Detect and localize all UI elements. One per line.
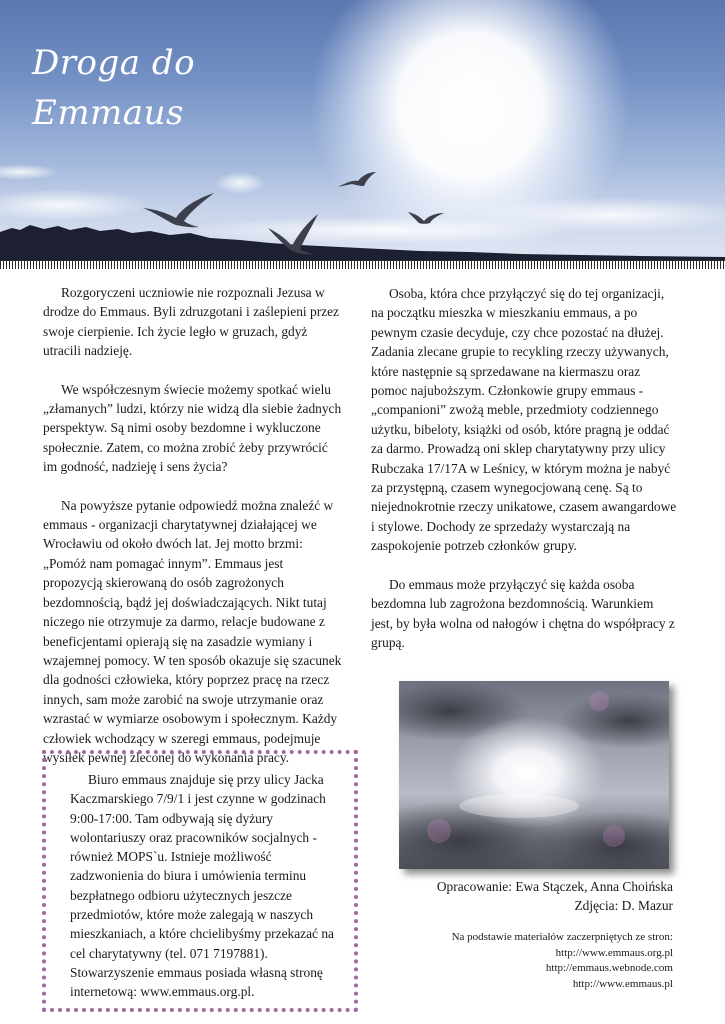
sources-heading: Na podstawie materiałów zaczerpniętych ze stron:	[451, 931, 673, 943]
decorative-tick-ruler	[0, 260, 725, 269]
paragraph: Osoba, która chce przyłączyć się do tej organizacji, na początku mieszka w mieszkaniu emmaus, a po pewnym czasie decyduje, czy chce pozostać na dłużej. Zadania zlecane grupie to recykling rzeczy używanych, które następnie są sprzedawane na kiermaszu oraz pomoc najuboższym. Członkowie grupy emmaus - „companioni” zwożą meble, przedmioty codziennego użytku, bibeloty, książki od osób, które pragną je oddać za darmo. Prowadzą oni sklep charytatywny przy ulicy Rubczaka 17/17A w Leśnicy, w którym można je nabyć za przystępną, czasem wynegocjowaną cenę. Są to niejednokrotnie rzeczy unikatowe, czasem awangardowe i stylowe. Dochody ze sprzedaży wystarczają na zaspokojenie potrzeb członków grupy.	[371, 286, 677, 554]
title-line-1: Droga do	[32, 43, 196, 83]
office-info-text: Biuro emmaus znajduje się przy ulicy Jacka Kaczmarskiego 7/9/1 i jest czynne w godzinach 9:00-17:00. Tam odbywają się dyżury wolontariuszy oraz pracowników socjalnych - również MOPS`u. Istnieje możliwość zadzwonienia do biura i umówienia terminu bezpłatnego odbioru użytecznych jeszcze przedmiotów, które może zalegają w naszych mieszkaniach, a które chcielibyśmy przekazać na cel charytatywny (tel. 071 7197881). Stowarzyszenie emmaus posiada własną stronę internetową: www.emmaus.org.pl.	[70, 772, 334, 1000]
paragraph: We współczesnym świecie możemy spotkać wielu „złamanych” ludzi, którzy nie widzą dla siebie żadnych perspektyw. Są nimi osoby bezdomne i wykluczone społecznie. Zatem, co można zrobić żeby przywrócić im godność, nadzieję i sens życia?	[43, 381, 342, 475]
source-link[interactable]: http://www.emmaus.pl	[572, 977, 673, 990]
page-title	[32, 38, 195, 138]
author-credit: Opracowanie: Ewa Stączek, Anna Choińska	[436, 879, 673, 894]
header-photo	[0, 0, 725, 262]
office-info-box	[42, 750, 358, 1012]
paragraph: Na powyższe pytanie odpowiedź można znaleźć w emmaus - organizacji charytatywnej działającej we Wrocławiu od około dwóch lat. Jej motto brzmi: „Pomóż nam pomagać innym”. Emmaus jest propozycją skierowaną do osób zagrożonych bezdomnością, bądź jej doświadczających. Nikt tutaj niczego nie otrzymuje za darmo, relacje budowane z beneficjentami opierają się na zasadzie wymiany i wzajemnej pomocy. W ten sposób okazuje się szacunek dla godności człowieka, który poprzez pracę na rzecz innych, sam może zarobić na swoje utrzymanie oraz wzrastać w wymiarze osobowym i społecznym. Każdy człowiek wchodzący w szeregi emmaus, podejmuje wysiłek pewnej zleconej do wykonania pracy.	[43, 497, 342, 765]
source-link[interactable]: http://emmaus.webnode.com	[545, 962, 673, 975]
sunlit-clouds-photo	[399, 681, 669, 869]
paragraph: Rozgoryczeni uczniowie nie rozpoznali Jezusa w drodze do Emmaus. Byli zdruzgotani i zaślepieni przez swoje cierpienie. Ich życie legło w gruzach, gdyż utracili nadzieję.	[43, 285, 339, 359]
right-column	[371, 284, 677, 671]
title-line-2: Emmaus	[32, 93, 184, 133]
clouds-image	[399, 681, 669, 869]
sources-list	[452, 930, 673, 992]
paragraph: Do emmaus może przyłączyć się każda osoba bezdomna lub zagrożona bezdomnością. Warunkiem jest, by była wolna od nałogów i chętna do współpracy z grupą.	[371, 576, 675, 650]
photo-credit: Zdjęcia: D. Mazur	[574, 898, 673, 913]
source-link[interactable]: http://www.emmaus.org.pl	[555, 946, 673, 959]
credits	[437, 877, 673, 915]
left-column	[43, 283, 345, 786]
